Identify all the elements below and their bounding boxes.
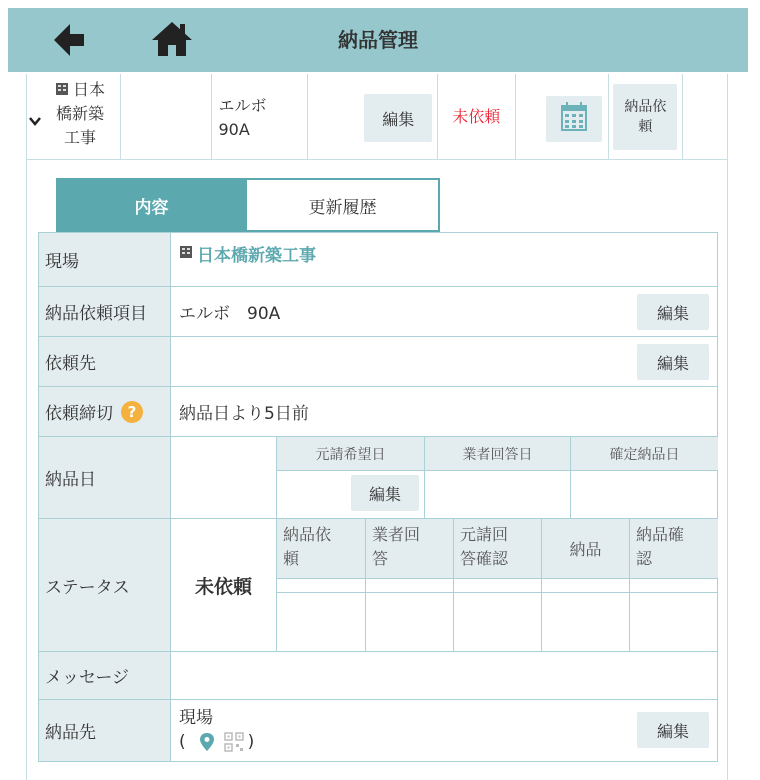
header-requested-date: 元請希望日	[276, 437, 424, 471]
row-deadline	[38, 387, 718, 437]
status-date-cell	[541, 593, 629, 651]
item-value: エルボ 90A	[179, 304, 281, 324]
status-header-line1: 納品確	[636, 525, 685, 544]
summary-last-cell	[683, 74, 727, 159]
row-item	[38, 287, 718, 337]
row-label: 納品依頼項目	[39, 287, 171, 336]
row-supplier	[38, 337, 718, 387]
site-name-line1: 日本	[72, 80, 105, 99]
calendar-button[interactable]	[546, 96, 602, 142]
status-header-delivery-confirm	[629, 519, 718, 579]
row-value	[171, 437, 717, 518]
status-header-supplier-answer	[365, 519, 453, 579]
site-name-line3: 工事	[63, 128, 96, 147]
requested-date-cell	[276, 471, 424, 518]
app-header	[8, 8, 748, 72]
request-label-line2: 頼	[638, 119, 653, 135]
delivery-date-grid	[171, 437, 717, 518]
destination-edit-button[interactable]: 編集	[637, 712, 709, 748]
row-status	[38, 519, 718, 652]
row-label: 依頼先	[39, 337, 171, 386]
header-confirmed-date: 確定納品日	[570, 437, 718, 471]
summary-request-cell	[609, 74, 683, 159]
status-date-cell	[453, 593, 541, 651]
row-label: メッセージ	[39, 652, 171, 699]
status-progress-cell	[541, 579, 629, 593]
summary-item-line1: エルボ	[218, 96, 267, 115]
status-value: 未依頼	[194, 575, 252, 598]
page-title: 納品管理	[338, 28, 418, 52]
tab-content[interactable]: 内容	[56, 178, 247, 232]
status-header-delivered: 納品	[541, 519, 629, 579]
tab-history[interactable]: 更新履歴	[247, 178, 440, 232]
row-destination	[38, 700, 718, 762]
calendar-icon	[546, 96, 602, 142]
status-header-line2: 答	[372, 549, 389, 568]
row-label: 納品日	[39, 437, 171, 518]
summary-item	[212, 74, 308, 159]
row-value	[171, 337, 717, 386]
site-name-line2: 橋新築	[55, 104, 104, 123]
row-label: 現場	[39, 233, 171, 286]
row-value	[171, 287, 717, 336]
paren-close: )	[247, 732, 255, 752]
building-icon	[179, 245, 193, 259]
status-progress-cell	[276, 579, 365, 593]
destination-value: 現場	[179, 708, 213, 728]
deadline-value: 納品日より5日前	[179, 404, 309, 424]
row-value	[171, 652, 717, 699]
status-date-cell	[629, 593, 718, 651]
map-pin-icon[interactable]	[198, 732, 216, 752]
row-label	[39, 387, 171, 436]
status-header-line1: 業者回	[372, 525, 421, 544]
row-label: ステータス	[39, 519, 171, 651]
status-header-contractor-confirm	[453, 519, 541, 579]
request-label-line1: 納品依	[624, 99, 667, 115]
deadline-label: 依頼締切	[45, 404, 113, 424]
summary-status: 未依頼	[438, 74, 516, 159]
row-value	[171, 700, 717, 761]
site-selector[interactable]	[27, 74, 121, 159]
row-delivery-date	[38, 437, 718, 519]
status-progress-cell	[453, 579, 541, 593]
request-delivery-button[interactable]	[613, 84, 677, 150]
row-message	[38, 652, 718, 700]
status-header-line2: 頼	[283, 549, 300, 568]
summary-item-line2: 90A	[218, 120, 250, 139]
status-header-line2: 認	[636, 549, 653, 568]
help-icon[interactable]: ?	[121, 401, 143, 423]
row-value	[171, 233, 717, 286]
tab-bar	[56, 178, 440, 232]
paren-open: (	[179, 732, 186, 752]
answer-date-cell	[424, 471, 570, 518]
row-value	[171, 519, 717, 651]
row-label: 納品先	[39, 700, 171, 761]
summary-edit-cell	[308, 74, 438, 159]
status-header-requested	[276, 519, 365, 579]
status-progress-cell	[365, 579, 453, 593]
status-date-cell	[365, 593, 453, 651]
status-date-cell	[276, 593, 365, 651]
item-edit-button[interactable]: 編集	[637, 294, 709, 330]
status-header-line1: 納品依	[283, 525, 332, 544]
status-header-line1: 元請回	[460, 525, 509, 544]
summary-calendar-cell	[516, 74, 610, 159]
row-site	[38, 232, 718, 287]
header-answer-date: 業者回答日	[424, 437, 570, 471]
row-value	[171, 387, 717, 436]
summary-edit-button[interactable]: 編集	[364, 94, 432, 142]
summary-empty-cell	[121, 74, 213, 159]
summary-row	[26, 74, 728, 160]
building-icon	[55, 82, 69, 96]
status-header-line2: 答確認	[460, 549, 509, 568]
confirmed-date-cell	[570, 471, 718, 518]
chevron-down-icon	[29, 110, 41, 134]
requested-date-edit-button[interactable]: 編集	[351, 475, 419, 511]
site-link[interactable]: 日本橋新築工事	[197, 246, 316, 266]
qr-code-icon[interactable]	[224, 732, 244, 752]
supplier-edit-button[interactable]: 編集	[637, 344, 709, 380]
status-progress-cell	[629, 579, 718, 593]
